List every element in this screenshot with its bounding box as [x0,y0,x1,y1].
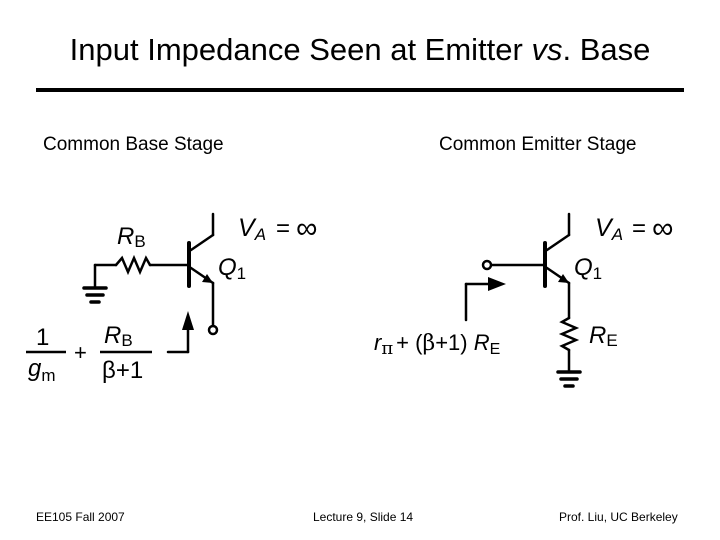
ce-collector-lead [547,235,569,250]
cb-va-label: V [238,214,255,242]
cb-rb-sub: B [134,232,146,251]
ce-re-label: R [589,322,607,349]
cb-formula-t2-den-rest: +1 [115,357,144,384]
cb-formula-t1-den-sub: m [41,366,56,385]
ce-formula-re: R [473,330,490,355]
cb-collector-lead [191,235,213,250]
ce-formula-beta: β [422,331,436,356]
ce-formula-re-sub: E [489,341,501,358]
svg-text:Q1 [218,254,246,283]
svg-text:β+1 [102,357,143,384]
footer-slide-number: Lecture 9, Slide 14 [313,510,414,524]
common-emitter-heading: Common Emitter Stage [439,134,637,155]
footer-author: Prof. Liu, UC Berkeley [559,510,678,524]
ce-formula-pi: π [381,338,394,359]
cb-va-eq: = [276,215,291,242]
svg-text:VA [595,214,623,244]
cb-formula-t2-den-beta: β [102,357,116,384]
footer-course: EE105 Fall 2007 [36,510,125,524]
svg-text:VA [238,214,266,244]
ce-va-eq: = [632,215,647,242]
ce-formula-close: +1) [435,330,474,355]
ce-formula-plus-open: + ( [396,330,423,355]
cb-input-impedance-formula [26,322,152,385]
cb-formula-plus: + [74,340,87,365]
svg-text:gm [28,355,56,385]
cb-rb-label: R [117,223,135,250]
ce-input-impedance-formula [374,330,500,359]
cb-formula-t1-den: g [28,355,42,382]
ce-formula-r: r [374,330,382,355]
cb-impedance-arrow-icon [182,311,194,330]
ce-q-label: Q [574,254,593,281]
ce-impedance-arrow-icon [488,277,506,291]
ce-re-sub: E [606,331,618,350]
ce-re-resistor [562,318,576,350]
cb-rb-resistor [116,258,150,272]
common-base-heading: Common Base Stage [43,134,224,155]
title-vs: vs [531,32,563,67]
cb-va-value: ∞ [296,212,318,245]
svg-text:RE [589,322,618,350]
title-prefix: Input Impedance Seen at Emitter [69,32,532,67]
svg-text:RB [104,322,133,350]
cb-formula-t2-num-sub: B [121,331,133,350]
svg-text:Q1 [574,254,602,283]
common-emitter-circuit [466,214,580,386]
ce-va-value: ∞ [652,212,674,245]
ce-va-sub: A [611,225,624,244]
cb-q-label: Q [218,254,237,281]
ce-va-label: V [595,214,612,242]
cb-va-sub: A [254,225,267,244]
cb-q-sub: 1 [236,264,247,283]
ce-base-terminal [483,261,491,269]
cb-formula-t2-num: R [104,322,122,349]
title-suffix: . Base [562,32,651,67]
svg-text:RB [117,223,146,251]
cb-emitter-terminal [209,326,217,334]
cb-formula-t1-num: 1 [36,324,50,351]
ce-q-sub: 1 [592,264,603,283]
